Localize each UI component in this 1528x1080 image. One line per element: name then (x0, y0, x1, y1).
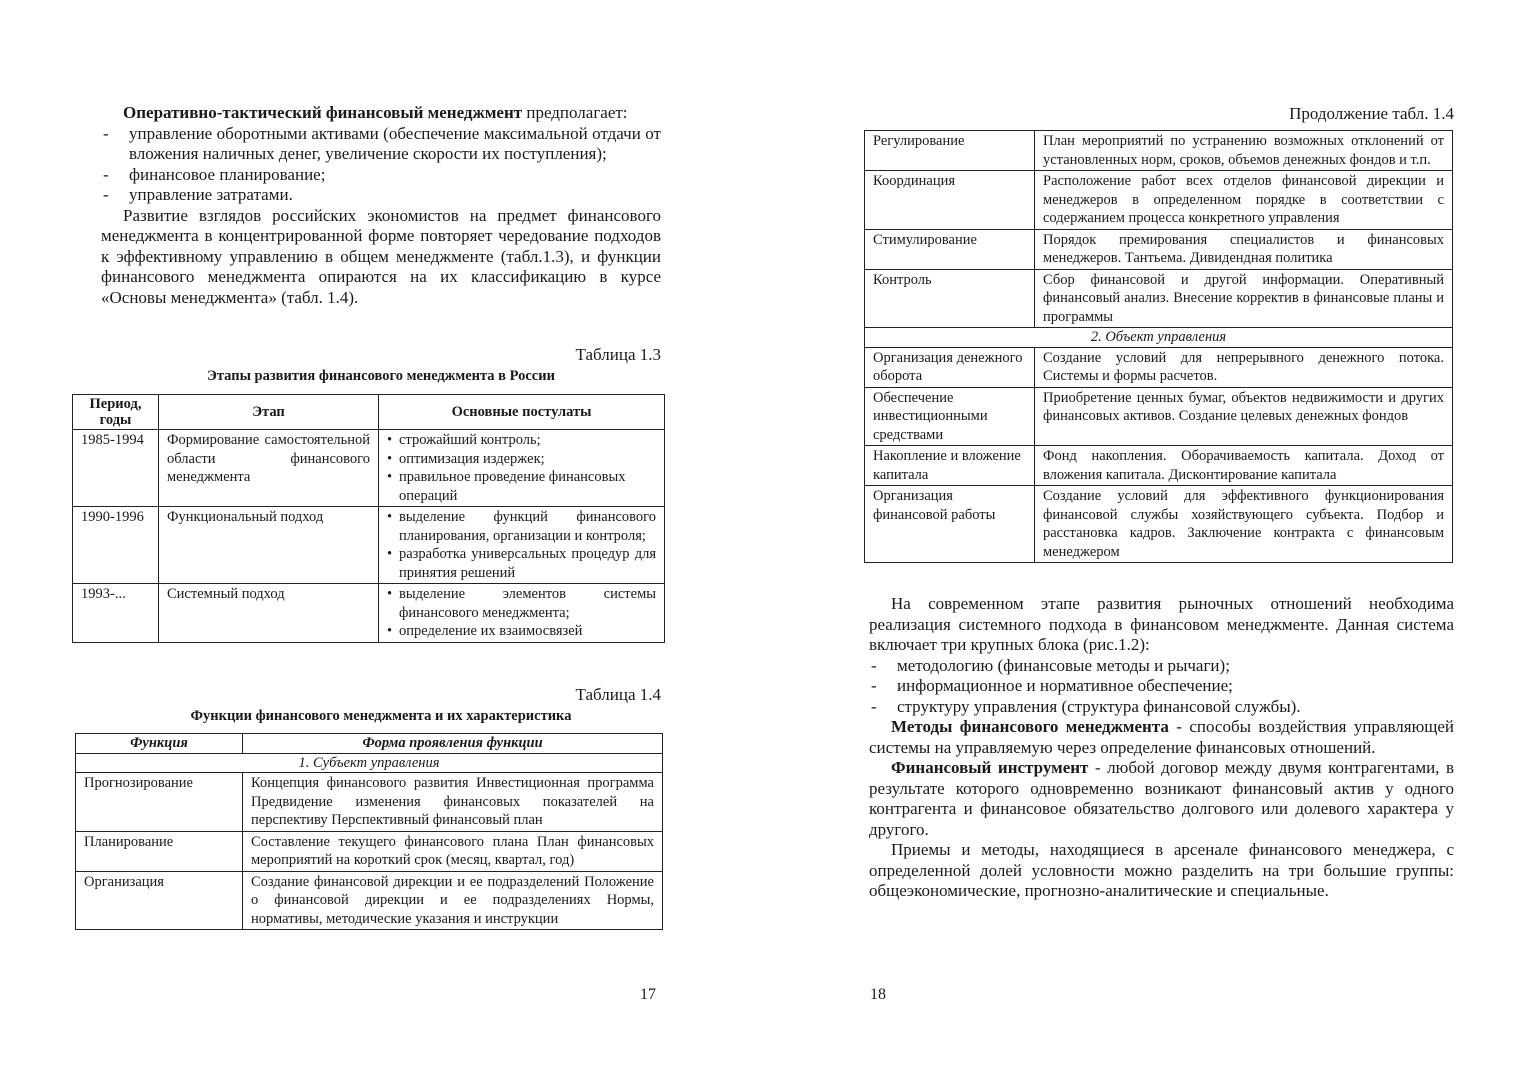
cell-function: Обеспечение инвестиционными средствами (865, 387, 1035, 446)
table-header-row (76, 734, 663, 754)
cell-function: Накопление и вложение капитала (865, 446, 1035, 486)
table-row (73, 430, 665, 507)
table-1-4 (75, 733, 663, 930)
body-paragraph: Приемы и методы, находящиеся в арсенале финансового менеджера, с определенной долей условности можно разделить на три большие группы: общеэкономические, прогнозно-аналитические и специальные. (869, 840, 1454, 900)
cell-period: 1993-... (73, 584, 159, 643)
table-row (73, 507, 665, 584)
header-postulates: Основные постулаты (379, 395, 665, 430)
intro-rest: предполагает: (522, 103, 628, 122)
section-label: 2. Объект управления (865, 328, 1453, 348)
postulate-item: • разработка универсальных процедур для принятия решений (387, 545, 656, 582)
left-intro (101, 103, 661, 308)
cell-form: Сбор финансовой и другой информации. Оперативный финансовый анализ. Внесение корректив в финансовые планы и программы (1035, 269, 1453, 328)
section-row (76, 753, 663, 773)
body-paragraph: На современном этапе развития рыночных отношений необходима реализация системного подхода в финансовом менеджменте. Данная система включает три крупных блока (рис.1.2): (869, 594, 1454, 654)
cell-function: Организация финансовой работы (865, 486, 1035, 563)
header-function: Функция (76, 734, 243, 754)
header-period: Период, годы (73, 395, 159, 430)
table-1-4-continued (864, 130, 1453, 563)
instrument-term: Финансовый инструмент (891, 758, 1089, 777)
cell-period: 1990-1996 (73, 507, 159, 584)
cell-form: Создание условий для непрерывного денежного потока. Системы и формы расчетов. (1035, 347, 1453, 387)
intro-list (101, 124, 661, 206)
cell-form: Расположение работ всех отделов финансовой дирекции и менеджеров в определенном порядке в соответствии с содержанием процесса конкретного управления (1035, 171, 1453, 230)
table-row (865, 486, 1453, 563)
cell-period: 1985-1994 (73, 430, 159, 507)
postulate-item: • выделение функций финансового планирования, организации и контроля; (387, 508, 656, 545)
table-row (76, 871, 663, 930)
system-blocks-list (869, 656, 1454, 718)
cell-postulates (379, 430, 665, 507)
right-body (869, 594, 1454, 902)
header-stage: Этап (159, 395, 379, 430)
postulate-item: • выделение элементов системы финансового менеджмента; (387, 585, 656, 622)
cell-stage: Функциональный подход (159, 507, 379, 584)
cell-function: Стимулирование (865, 229, 1035, 269)
intro-paragraph (101, 103, 661, 124)
cell-stage: Формирование самостоятельной области финансового менеджмента (159, 430, 379, 507)
table-1-3 (72, 394, 665, 643)
cell-function: Регулирование (865, 131, 1035, 171)
postulate-item: • оптимизация издержек; (387, 450, 656, 469)
table-row (865, 171, 1453, 230)
section-label: 1. Субъект управления (76, 753, 663, 773)
instrument-paragraph (869, 758, 1454, 840)
table-label: Таблица 1.4 (575, 685, 661, 704)
table-row (865, 446, 1453, 486)
cell-function: Прогнозирование (76, 773, 243, 832)
methods-term: Методы финансового менеджмента (891, 717, 1169, 736)
methods-paragraph (869, 717, 1454, 758)
list-item: - информационное и нормативное обеспечение; (869, 676, 1454, 697)
table-row (865, 229, 1453, 269)
cell-function: Планирование (76, 831, 243, 871)
cell-postulates (379, 507, 665, 584)
methods-definition: - способы воздействия управляющей системы на управляемую через определение финансовых отношений. (869, 717, 1454, 757)
table-label: Таблица 1.3 (575, 345, 661, 364)
cell-form: Создание условий для эффективного функционирования финансовой службы хозяйствующего субъекта. Подбор и расстановка кадров. Заключение контракта с финансовым менеджером (1035, 486, 1453, 563)
table-row (865, 347, 1453, 387)
continuation-label: Продолжение табл. 1.4 (1289, 104, 1454, 123)
cell-function: Организация денежного оборота (865, 347, 1035, 387)
cell-form: Составление текущего финансового плана План финансовых мероприятий на короткий срок (месяц, квартал, год) (243, 831, 663, 871)
postulate-item: • правильное проведение финансовых операций (387, 468, 656, 505)
cell-stage: Системный подход (159, 584, 379, 643)
cell-postulates (379, 584, 665, 643)
table-1-3-block (101, 345, 661, 389)
table-header-row (73, 395, 665, 430)
cell-function: Организация (76, 871, 243, 930)
cell-form: Фонд накопления. Оборачиваемость капитала. Доход от вложения капитала. Дисконтирование капитала (1035, 446, 1453, 486)
postulate-item: • определение их взаимосвязей (387, 622, 656, 641)
table-title: Функции финансового менеджмента и их характеристика (190, 708, 572, 724)
page-number: 18 (870, 986, 886, 1003)
list-item: - методологию (финансовые методы и рычаги); (869, 656, 1454, 677)
list-item: - управление оборотными активами (обеспечение максимальной отдачи от вложения наличных денег, увеличение скорости их поступления); (101, 124, 661, 165)
cell-form: Приобретение ценных бумаг, объектов недвижимости и других финансовых активов. Создание целевых денежных фондов (1035, 387, 1453, 446)
page-number: 17 (640, 986, 656, 1003)
table-row (865, 131, 1453, 171)
table-row (865, 387, 1453, 446)
list-item: - управление затратами. (101, 185, 661, 206)
intro-bold: Оперативно-тактический финансовый менеджмент (123, 103, 523, 122)
table-row (76, 773, 663, 832)
list-item: - структуру управления (структура финансовой службы). (869, 697, 1454, 718)
cell-form: План мероприятий по устранению возможных отклонений от установленных норм, сроков, объемов денежных фондов и т.п. (1035, 131, 1453, 171)
table-1-4-block (101, 685, 661, 729)
list-item: - финансовое планирование; (101, 165, 661, 186)
instrument-definition: - любой договор между двумя контрагентами, в результате которого одновременно возникают финансовый актив у одного контрагента и финансовое обязательство долгового или долевого характера у другого. (869, 758, 1455, 839)
postulate-item: • строжайший контроль; (387, 431, 656, 450)
section-row (865, 328, 1453, 348)
table-row (76, 831, 663, 871)
cell-form: Создание финансовой дирекции и ее подразделений Положение о финансовой дирекции и ее подразделениях Нормы, нормативы, методические указания и инструкции (243, 871, 663, 930)
table-title: Этапы развития финансового менеджмента в России (207, 368, 555, 384)
table-row (865, 269, 1453, 328)
cell-form: Концепция финансового развития Инвестиционная программа Предвидение изменения финансовых показателей на перспективу Перспективный финансовый план (243, 773, 663, 832)
header-form: Форма проявления функции (243, 734, 663, 754)
cell-form: Порядок премирования специалистов и финансовых менеджеров. Тантьема. Дивидендная политика (1035, 229, 1453, 269)
page-right (764, 0, 1528, 1080)
continuation-label-block (864, 104, 1454, 124)
cell-function: Контроль (865, 269, 1035, 328)
cell-function: Координация (865, 171, 1035, 230)
table-row (73, 584, 665, 643)
body-paragraph: Развитие взглядов российских экономистов на предмет финансового менеджмента в концентрированной форме повторяет чередование подходов к эффективному управлению в общем менеджменте (табл.1.3), и функции финансового менеджмента опираются на их классификацию в курсе «Основы менеджмента» (табл. 1.4). (101, 205, 661, 307)
